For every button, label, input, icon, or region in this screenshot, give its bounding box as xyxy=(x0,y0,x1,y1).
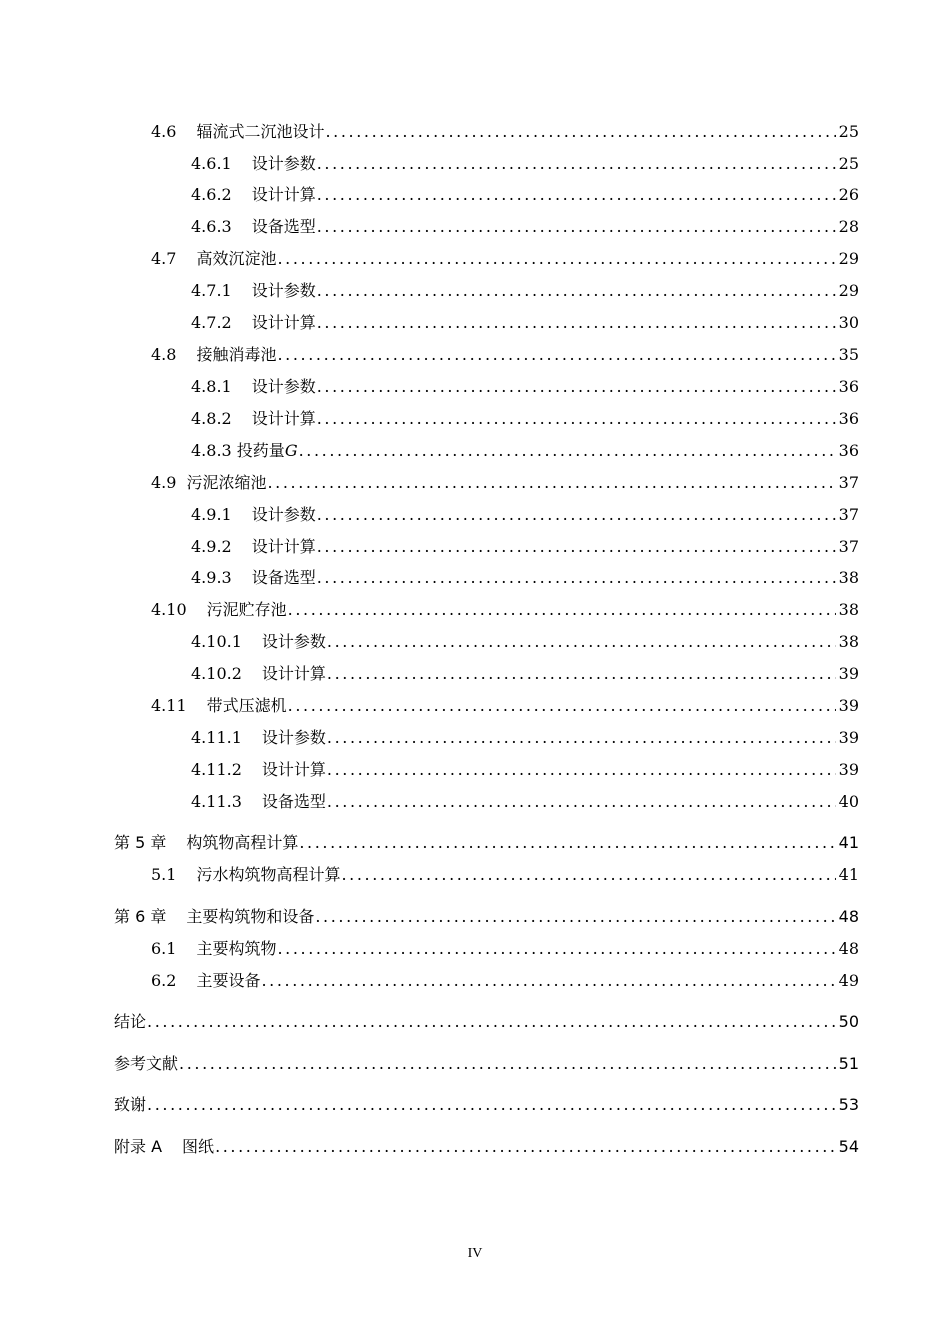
toc-entry-4-9-3[interactable] xyxy=(191,565,859,591)
toc-entry-number: 4.9.2 xyxy=(191,537,232,556)
toc-entry-title: 污泥浓缩池 xyxy=(186,473,267,492)
toc-entry-page: 37 xyxy=(838,537,859,556)
toc-entry-title: 致谢 xyxy=(114,1095,147,1114)
toc-entry-title: 设备选型 xyxy=(251,568,316,587)
page-number: IV xyxy=(467,1246,483,1261)
toc-entry-chapter-5[interactable] xyxy=(114,830,859,856)
toc-entry-number: 第 5 章 xyxy=(114,833,167,852)
toc-entry-number: 第 6 章 xyxy=(114,907,167,926)
toc-entry-page: 36 xyxy=(838,441,859,460)
dot-leader xyxy=(299,830,835,856)
toc-entry-title: 设计参数 xyxy=(251,154,316,173)
toc-entry-4-10-2[interactable] xyxy=(191,661,859,687)
dot-leader xyxy=(288,693,836,719)
toc-entry-title: 参考文献 xyxy=(114,1054,179,1073)
toc-entry-number: 4.10.1 xyxy=(191,632,242,651)
toc-entry-number: 4.9.1 xyxy=(191,505,232,524)
toc-entry-number: 附录 A xyxy=(114,1137,163,1156)
toc-entry-number: 4.11.2 xyxy=(191,760,242,779)
toc-entry-number: 4.7.2 xyxy=(191,313,232,332)
dot-leader xyxy=(327,757,836,783)
toc-entry-number: 4.8.1 xyxy=(191,377,232,396)
toc-entry-title: 高效沉淀池 xyxy=(196,249,277,268)
toc-entry-chapter-6[interactable] xyxy=(114,904,859,930)
dot-leader xyxy=(277,246,835,272)
toc-entry-4-6-1[interactable] xyxy=(191,151,859,177)
toc-entry-page: 48 xyxy=(838,939,859,958)
toc-entry-title: 设备选型 xyxy=(251,217,316,236)
toc-entry-page: 30 xyxy=(838,313,859,332)
toc-entry-page: 48 xyxy=(838,907,859,926)
toc-entry-title: 设计计算 xyxy=(251,537,316,556)
toc-entry-number: 4.7 xyxy=(151,249,177,268)
toc-entry-number: 4.9.3 xyxy=(191,568,232,587)
dot-leader xyxy=(341,862,835,888)
dot-leader xyxy=(317,182,836,208)
toc-entry-title-text: 4.8.3 投药量 xyxy=(191,441,285,460)
toc-entry-4-8-1[interactable] xyxy=(191,374,859,400)
toc-entry-page: 29 xyxy=(838,281,859,300)
toc-entry-page: 53 xyxy=(838,1095,859,1114)
toc-entry-page: 28 xyxy=(838,217,859,236)
toc-entry-page: 49 xyxy=(838,971,859,990)
toc-entry-number: 4.6.2 xyxy=(191,185,232,204)
toc-entry-4-11[interactable] xyxy=(151,693,859,719)
toc-entry-title: 设计计算 xyxy=(261,760,326,779)
toc-entry-4-8-3[interactable] xyxy=(191,438,859,464)
dot-leader xyxy=(179,1051,836,1077)
toc-entry-number: 4.11 xyxy=(151,696,187,715)
toc-entry-page: 26 xyxy=(838,185,859,204)
toc-entry-title: 设计参数 xyxy=(251,281,316,300)
toc-entry-number: 4.10 xyxy=(151,600,187,619)
toc-entry-title: 主要构筑物和设备 xyxy=(186,907,315,926)
toc-entry-page: 35 xyxy=(838,345,859,364)
toc-entry-5-1[interactable] xyxy=(151,862,859,888)
toc-entry-page: 39 xyxy=(838,664,859,683)
dot-leader xyxy=(315,904,835,930)
toc-entry-number: 4.11.3 xyxy=(191,792,242,811)
dot-leader xyxy=(288,597,836,623)
dot-leader xyxy=(327,661,836,687)
toc-entry-title: 主要构筑物 xyxy=(196,939,277,958)
toc-entry-title: 污泥贮存池 xyxy=(206,600,287,619)
toc-entry-number: 6.1 xyxy=(151,939,177,958)
toc-entry-title: 设计参数 xyxy=(261,632,326,651)
toc-entry-4-6-3[interactable] xyxy=(191,214,859,240)
toc-entry-4-6[interactable] xyxy=(151,119,859,145)
toc-entry-page: 38 xyxy=(838,568,859,587)
dot-leader xyxy=(317,534,836,560)
dot-leader xyxy=(261,968,835,994)
toc-entry-title: 设计计算 xyxy=(251,313,316,332)
dot-leader xyxy=(267,470,835,496)
toc-entry-title: 设计计算 xyxy=(261,664,326,683)
toc-entry-4-9-2[interactable] xyxy=(191,534,859,560)
toc-entry-title: 设计计算 xyxy=(251,409,316,428)
toc-entry-6-2[interactable] xyxy=(151,968,859,994)
toc-entry-number: 4.8 xyxy=(151,345,177,364)
toc-entry-4-10-1[interactable] xyxy=(191,629,859,655)
dot-leader xyxy=(317,374,836,400)
toc-entry-title: 图纸 xyxy=(182,1137,215,1156)
toc-entry-page: 50 xyxy=(838,1012,859,1031)
toc-entry-title: 辐流式二沉池设计 xyxy=(196,122,325,141)
dot-leader xyxy=(325,119,835,145)
toc-entry-title: 设计计算 xyxy=(251,185,316,204)
toc-entry-page: 25 xyxy=(838,154,859,173)
dot-leader xyxy=(215,1134,836,1160)
toc-entry-6-1[interactable] xyxy=(151,936,859,962)
toc-entry-page: 40 xyxy=(838,792,859,811)
toc-entry-title: 设计参数 xyxy=(251,377,316,396)
toc-entry-page: 41 xyxy=(838,833,859,852)
toc-entry-acknowledgements[interactable] xyxy=(114,1092,859,1118)
toc-entry-page: 54 xyxy=(838,1137,859,1156)
toc-entry-4-10[interactable] xyxy=(151,597,859,623)
toc-entry-page: 37 xyxy=(838,473,859,492)
dot-leader xyxy=(299,438,836,464)
toc-entry-page: 41 xyxy=(838,865,859,884)
toc-entry-number: 4.6.3 xyxy=(191,217,232,236)
toc-entry-number: 4.9 xyxy=(151,473,177,492)
toc-entry-4-6-2[interactable] xyxy=(191,182,859,208)
dot-leader xyxy=(327,789,836,815)
dot-leader xyxy=(327,629,836,655)
toc-entry-title: 接触消毒池 xyxy=(196,345,277,364)
toc-entry-page: 29 xyxy=(838,249,859,268)
dot-leader xyxy=(147,1092,836,1118)
toc-entry-number: 4.8.2 xyxy=(191,409,232,428)
toc-entry-page: 38 xyxy=(838,632,859,651)
toc-entry-title: 设备选型 xyxy=(261,792,326,811)
toc-entry-number: 4.10.2 xyxy=(191,664,242,683)
toc-entry-4-11-1[interactable] xyxy=(191,725,859,751)
toc-entry-4-7-1[interactable] xyxy=(191,278,859,304)
dot-leader xyxy=(277,936,835,962)
dot-leader xyxy=(317,310,836,336)
dot-leader xyxy=(277,342,835,368)
toc-entry-4-11-3[interactable] xyxy=(191,789,859,815)
toc-entry-4-8[interactable] xyxy=(151,342,859,368)
toc-entry-page: 37 xyxy=(838,505,859,524)
toc-entry-page: 39 xyxy=(838,696,859,715)
toc-entry-page: 39 xyxy=(838,760,859,779)
toc-entry-number: 4.6.1 xyxy=(191,154,232,173)
toc-entry-number: 4.6 xyxy=(151,122,177,141)
toc-entry-4-7-2[interactable] xyxy=(191,310,859,336)
toc-entry-title: 主要设备 xyxy=(196,971,261,990)
dot-leader xyxy=(317,565,836,591)
toc-entry-title: 带式压滤机 xyxy=(206,696,287,715)
toc-entry-4-8-2[interactable] xyxy=(191,406,859,432)
dot-leader xyxy=(317,278,836,304)
toc-entry-page: 36 xyxy=(838,377,859,396)
toc-entry-title: 设计参数 xyxy=(261,728,326,747)
dot-leader xyxy=(317,406,836,432)
dot-leader xyxy=(327,725,836,751)
toc-entry-appendix-a[interactable] xyxy=(114,1134,859,1160)
toc-entry-page: 39 xyxy=(838,728,859,747)
toc-entry-page: 36 xyxy=(838,409,859,428)
toc-entry-4-9-1[interactable] xyxy=(191,502,859,528)
toc-entry-page: 38 xyxy=(838,600,859,619)
dot-leader xyxy=(317,214,836,240)
dot-leader xyxy=(317,151,836,177)
toc-entry-title: 结论 xyxy=(114,1012,147,1031)
toc-entry-title: 设计参数 xyxy=(251,505,316,524)
toc-entry-title: 污水构筑物高程计算 xyxy=(196,865,341,884)
toc-entry-title: 构筑物高程计算 xyxy=(186,833,299,852)
dot-leader xyxy=(147,1009,836,1035)
toc-entry-number: 6.2 xyxy=(151,971,177,990)
toc-entry-number: 4.7.1 xyxy=(191,281,232,300)
toc-entry-number: 4.11.1 xyxy=(191,728,242,747)
toc-entry-page: 51 xyxy=(838,1054,859,1073)
toc-entry-conclusion[interactable] xyxy=(114,1009,859,1035)
toc-entry-title xyxy=(191,438,298,464)
toc-entry-number: 5.1 xyxy=(151,865,177,884)
toc-entry-page: 25 xyxy=(838,122,859,141)
toc-entry-4-11-2[interactable] xyxy=(191,757,859,783)
toc-entry-4-7[interactable] xyxy=(151,246,859,272)
dot-leader xyxy=(317,502,836,528)
toc-entry-references[interactable] xyxy=(114,1051,859,1077)
toc-entry-4-9[interactable] xyxy=(151,470,859,496)
math-variable: G xyxy=(284,441,298,460)
